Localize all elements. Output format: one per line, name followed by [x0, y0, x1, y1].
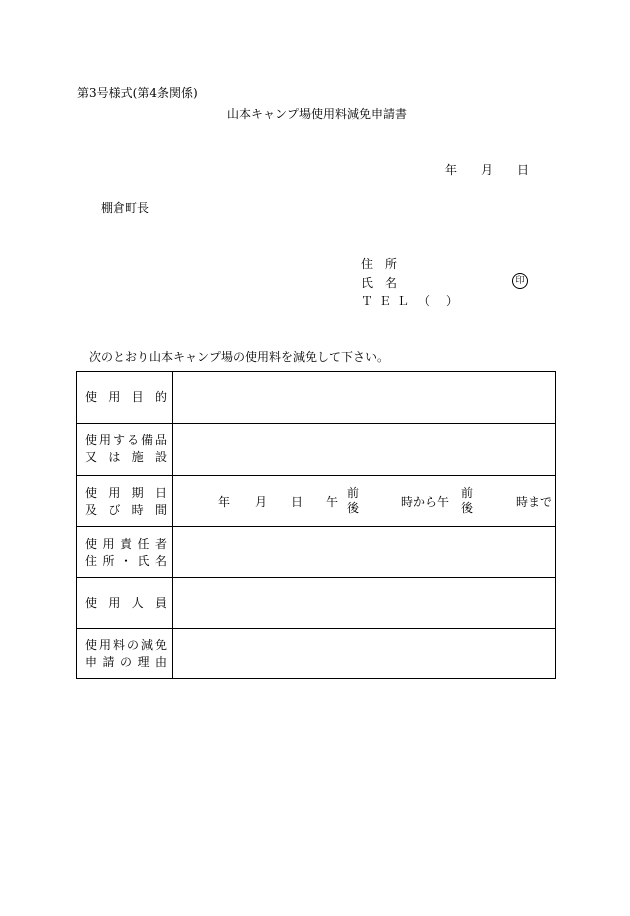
row-label: 使用期日 及び時間 — [85, 486, 167, 517]
period-ampm-end: 前 後 — [461, 486, 474, 515]
row-label: 使用目的 — [85, 390, 167, 404]
tel-paren-open: （ — [418, 294, 431, 308]
addressee: 棚倉町長 — [101, 201, 150, 215]
period-day-label: 日 — [291, 495, 304, 509]
row-facility — [77, 423, 555, 475]
document-title: 山本キャンプ場使用料減免申請書 — [227, 107, 408, 121]
name-label: 氏 名 — [361, 276, 398, 290]
date-day-label: 日 — [517, 163, 530, 177]
row-label: 使用責任者 住所・氏名 — [85, 537, 167, 568]
row-label: 使用する備品 又は施設 — [85, 433, 167, 464]
row-period — [77, 475, 555, 526]
date-month-label: 月 — [481, 163, 494, 177]
period-from-label: 時から午 — [401, 495, 450, 509]
row-responsible — [77, 526, 555, 577]
intro-text: 次のとおり山本キャンプ場の使用料を減免して下さい。 — [89, 350, 390, 364]
application-table — [76, 371, 556, 679]
row-purpose — [77, 372, 555, 423]
row-headcount — [77, 577, 555, 628]
period-go-label: 午 — [326, 495, 339, 509]
date-year-label: 年 — [445, 163, 458, 177]
row-label: 使用料の減免 申請の理由 — [85, 638, 167, 669]
period-month-label: 月 — [255, 495, 268, 509]
row-reason — [77, 628, 555, 678]
row-label: 使用人員 — [85, 596, 167, 610]
period-year-label: 年 — [218, 495, 231, 509]
tel-paren-close: ） — [446, 294, 459, 308]
period-ampm-start: 前 後 — [347, 486, 360, 515]
period-to-label: 時まで — [516, 495, 553, 509]
form-number: 第3号様式(第4条関係) — [77, 86, 198, 100]
address-label: 住 所 — [361, 257, 398, 271]
seal-icon: 印 — [512, 273, 528, 289]
tel-label: ＴＥＬ — [361, 294, 416, 308]
